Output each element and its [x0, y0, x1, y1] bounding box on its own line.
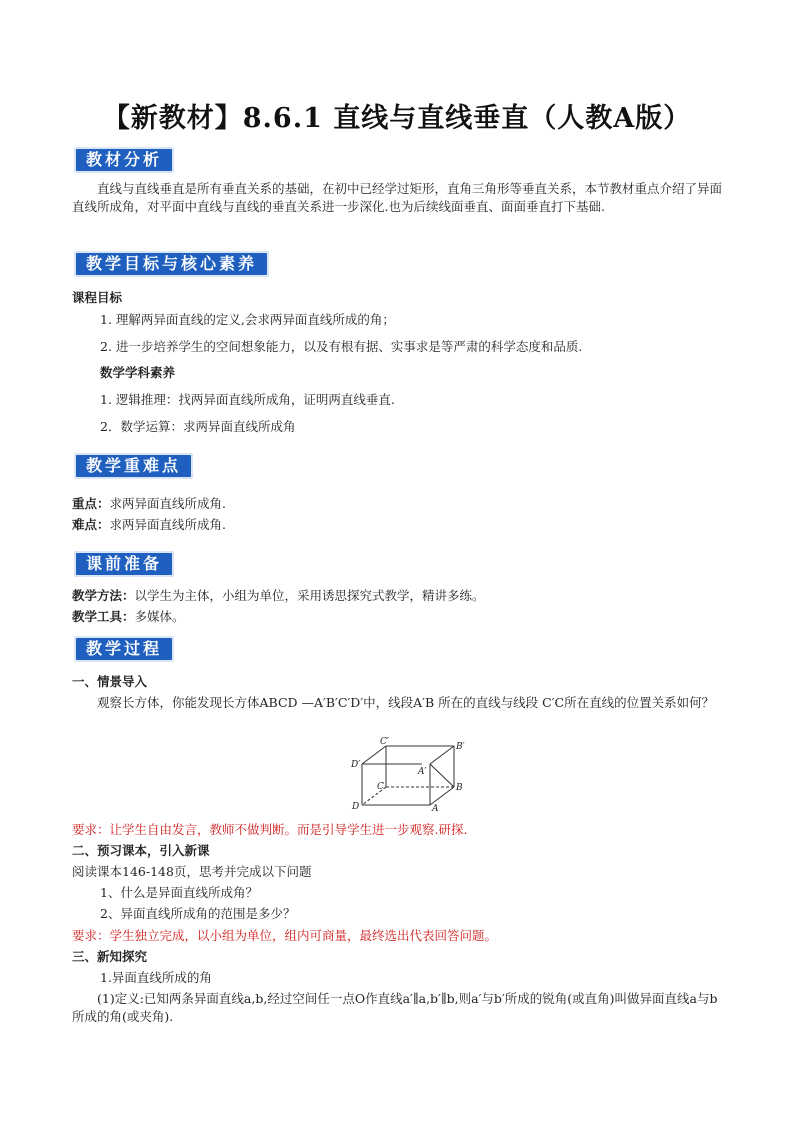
analysis-paragraph: 直线与直线垂直是所有垂直关系的基础，在初中已经学过矩形，直角三角形等垂直关系，本节教材重点介绍了异面直线所成角，对平面中直线与直线的垂直关系进一步深化.也为后续线面垂直、面面垂直打下基础. [72, 181, 723, 214]
part2-heading: 二、预习课本，引入新课 [72, 843, 210, 858]
teaching-tool-label: 教学工具： [72, 609, 135, 624]
label-c: C [377, 782, 384, 792]
difficult-point-text: 求两异面直线所成角. [109, 517, 226, 532]
part1-requirement: 要求：让学生自由发言，教师不做判断。而是引导学生进一步观察.研探. [72, 822, 468, 837]
key-point-label: 重点： [72, 496, 110, 511]
teaching-tool-line [72, 608, 185, 626]
difficult-point-label: 难点： [72, 517, 110, 532]
part3-heading: 三、新知探究 [72, 949, 148, 964]
part2-question-1: 1、什么是异面直线所成角？ [100, 885, 258, 900]
core-literacy-item-1: 1. 逻辑推理：找两异面直线所成角，证明两直线垂直. [100, 392, 395, 407]
cuboid-figure [350, 737, 480, 815]
label-b1: B′ [456, 742, 465, 752]
course-goals-heading: 课程目标 [72, 290, 123, 305]
part3-subheading: 1.异面直线所成的角 [100, 970, 212, 985]
core-literacy-item-2: 2．数学运算：求两异面直线所成角 [100, 419, 296, 434]
key-point-line [72, 495, 226, 513]
section-badge-goals: 教学目标与核心素养 [74, 251, 269, 277]
part2-question-2: 2、异面直线所成角的范围是多少？ [100, 906, 296, 921]
label-a: A [432, 804, 439, 814]
teaching-method-label: 教学方法： [72, 588, 135, 603]
teaching-method-text: 以学生为主体，小组为单位，采用诱思探究式教学，精讲多练。 [134, 588, 485, 603]
teaching-tool-text: 多媒体。 [134, 609, 185, 624]
section-badge-prep: 课前准备 [74, 551, 174, 577]
label-a1: A′ [418, 767, 427, 777]
part3-definition: (1)定义:已知两条异面直线a,b,经过空间任一点O作直线a′∥a,b′∥b,则a′与b′所成的锐角(或直角)叫做异面直线a与b所成的角(或夹角). [72, 991, 718, 1024]
course-goal-item-1: 1. 理解两异面直线的定义,会求两异面直线所成的角； [100, 312, 395, 327]
cuboid-hidden-edges [362, 787, 454, 805]
cuboid-solid-edges [362, 746, 454, 805]
part1-heading: 一、情景导入 [72, 674, 148, 689]
part1-paragraph: 观察长方体，你能发现长方体ABCD —A′B′C′D′中，线段A′B 所在的直线与线段 C′C所在直线的位置关系如何？ [97, 695, 715, 710]
label-d1: D′ [351, 760, 361, 770]
part2-paragraph: 阅读课本146-148页，思考并完成以下问题 [72, 864, 312, 879]
label-d: D [352, 802, 360, 812]
key-point-text: 求两异面直线所成角. [109, 496, 226, 511]
label-b: B [456, 783, 463, 793]
section-badge-difficulty: 教学重难点 [74, 453, 193, 479]
page-title: 【新教材】8.6.1 直线与直线垂直（人教A版） [102, 103, 692, 134]
section-badge-process: 教学过程 [74, 636, 174, 662]
section-badge-analysis: 教材分析 [74, 147, 174, 173]
label-c1: C′ [380, 737, 389, 747]
teaching-method-line [72, 587, 485, 605]
core-literacy-heading: 数学学科素养 [100, 365, 176, 380]
part2-requirement: 要求：学生独立完成，以小组为单位，组内可商量，最终选出代表回答问题。 [72, 928, 498, 943]
course-goal-item-2: 2. 进一步培养学生的空间想象能力，以及有根有据、实事求是等严肃的科学态度和品质. [100, 339, 583, 354]
difficult-point-line [72, 516, 226, 534]
